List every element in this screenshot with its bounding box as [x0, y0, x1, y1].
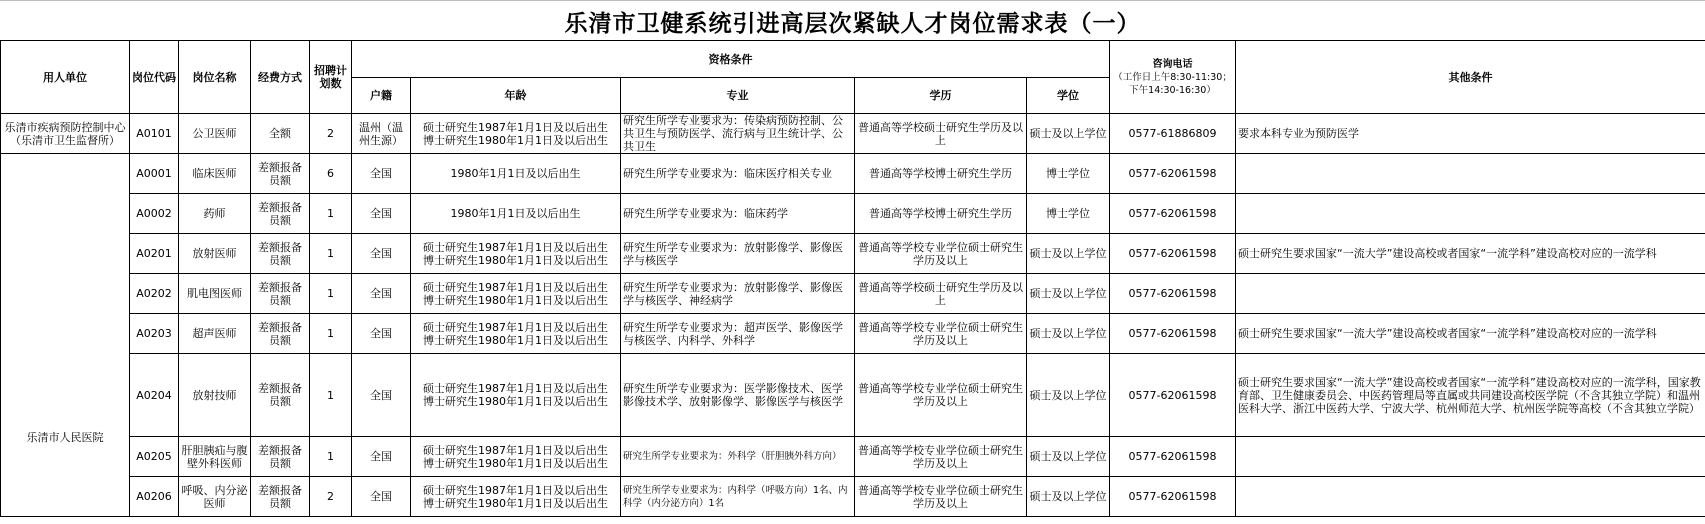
code-cell: A0204	[130, 354, 179, 437]
degree-cell: 硕士及以上学位	[1027, 437, 1110, 477]
phone-cell: 0577-62061598	[1110, 477, 1236, 517]
quota-cell: 2	[310, 114, 352, 154]
quota-cell: 1	[310, 234, 352, 274]
age-cell: 硕士研究生1987年1月1日及以后出生 博士研究生1980年1月1日及以后出生	[411, 274, 621, 314]
other-cell: 硕士研究生要求国家“一流大学”建设高校或者国家“一流学科”建设高校对应的一流学科	[1236, 234, 1705, 274]
phone-cell: 0577-62061598	[1110, 314, 1236, 354]
position-cell: 药师	[179, 194, 251, 234]
table-row	[1, 354, 1705, 437]
age-cell: 硕士研究生1987年1月1日及以后出生 博士研究生1980年1月1日及以后出生	[411, 354, 621, 437]
phone-cell: 0577-62061598	[1110, 234, 1236, 274]
degree-cell: 博士学位	[1027, 194, 1110, 234]
other-cell	[1236, 437, 1705, 477]
header-contact-title: 咨询电话	[1152, 58, 1193, 70]
quota-cell: 1	[310, 314, 352, 354]
header-quota: 招聘计划数	[310, 41, 352, 114]
education-cell: 普通高等学校专业学位硕士研究生学历及以上	[855, 477, 1027, 517]
quota-cell: 2	[310, 477, 352, 517]
other-cell	[1236, 194, 1705, 234]
age-cell: 硕士研究生1987年1月1日及以后出生 博士研究生1980年1月1日及以后出生	[411, 314, 621, 354]
header-contact	[1110, 41, 1236, 114]
header-degree: 学位	[1027, 78, 1110, 114]
hukou-cell: 全国	[352, 314, 411, 354]
phone-cell: 0577-62061598	[1110, 274, 1236, 314]
header-name: 岗位名称	[179, 41, 251, 114]
hukou-cell: 温州（温州生源）	[352, 114, 411, 154]
header-contact-hours: （工作日上午8:30-11:30；下午14:30-16:30）	[1113, 71, 1232, 96]
degree-cell: 博士学位	[1027, 154, 1110, 194]
header-unit: 用人单位	[1, 41, 130, 114]
hukou-cell: 全国	[352, 437, 411, 477]
major-cell: 研究生所学专业要求为：临床药学	[621, 194, 855, 234]
education-cell: 普通高等学校专业学位硕士研究生学历及以上	[855, 234, 1027, 274]
table-row	[1, 194, 1705, 234]
major-cell: 研究生所学专业要求为：放射影像学、影像医学与核医学、神经病学	[621, 274, 855, 314]
quota-cell: 1	[310, 194, 352, 234]
degree-cell: 硕士及以上学位	[1027, 234, 1110, 274]
other-cell	[1236, 477, 1705, 517]
age-cell: 硕士研究生1987年1月1日及以后出生 博士研究生1980年1月1日及以后出生	[411, 437, 621, 477]
age-cell: 硕士研究生1987年1月1日及以后出生 博士研究生1980年1月1日及以后出生	[411, 477, 621, 517]
position-cell: 放射医师	[179, 234, 251, 274]
table-row	[1, 234, 1705, 274]
position-cell: 临床医师	[179, 154, 251, 194]
phone-cell: 0577-62061598	[1110, 154, 1236, 194]
other-cell	[1236, 154, 1705, 194]
major-cell: 研究生所学专业要求为：超声医学、影像医学与核医学、内科学、外科学	[621, 314, 855, 354]
degree-cell: 硕士及以上学位	[1027, 274, 1110, 314]
position-cell: 肝胆胰疝与腹壁外科医师	[179, 437, 251, 477]
age-cell: 1980年1月1日及以后出生	[411, 194, 621, 234]
funding-cell: 差额报备员额	[251, 314, 310, 354]
hukou-cell: 全国	[352, 234, 411, 274]
funding-cell: 差额报备员额	[251, 154, 310, 194]
position-cell: 放射技师	[179, 354, 251, 437]
table-row	[1, 114, 1705, 154]
header-code: 岗位代码	[130, 41, 179, 114]
other-cell: 硕士研究生要求国家“一流大学”建设高校或者国家“一流学科”建设高校对应的一流学科，国家教育部、卫生健康委员会、中医药管理局等直属或共同建设高校医学院（不含其独立学院）和温州医科大学、浙江中医药大学、宁波大学、杭州师范大学、杭州医学院等高校（不含其独立学院）	[1236, 354, 1705, 437]
other-cell: 硕士研究生要求国家“一流大学”建设高校或者国家“一流学科”建设高校对应的一流学科	[1236, 314, 1705, 354]
hukou-cell: 全国	[352, 477, 411, 517]
table-row	[1, 274, 1705, 314]
code-cell: A0101	[130, 114, 179, 154]
hukou-cell: 全国	[352, 274, 411, 314]
age-cell: 硕士研究生1987年1月1日及以后出生 博士研究生1980年1月1日及以后出生	[411, 234, 621, 274]
hukou-cell: 全国	[352, 194, 411, 234]
major-text: 研究生所学专业要求为：传染病预防控制、公共卫生与预防医学、流行病与卫生统计学、公共卫生	[623, 114, 843, 153]
phone-cell: 0577-61886809	[1110, 114, 1236, 154]
age-cell: 硕士研究生1987年1月1日及以后出生 博士研究生1980年1月1日及以后出生	[411, 114, 621, 154]
education-cell: 普通高等学校博士研究生学历	[855, 154, 1027, 194]
header-other: 其他条件	[1236, 41, 1705, 114]
quota-cell: 1	[310, 354, 352, 437]
table-row	[1, 154, 1705, 194]
funding-cell: 差额报备员额	[251, 354, 310, 437]
phone-cell: 0577-62061598	[1110, 354, 1236, 437]
degree-cell: 硕士及以上学位	[1027, 477, 1110, 517]
hukou-cell: 全国	[352, 154, 411, 194]
quota-cell: 1	[310, 437, 352, 477]
education-cell: 普通高等学校专业学位硕士研究生学历及以上	[855, 437, 1027, 477]
funding-cell: 全额	[251, 114, 310, 154]
code-cell: A0002	[130, 194, 179, 234]
age-cell: 1980年1月1日及以后出生	[411, 154, 621, 194]
code-cell: A0203	[130, 314, 179, 354]
header-qualification: 资格条件	[352, 41, 1110, 78]
code-cell: A0205	[130, 437, 179, 477]
position-cell: 公卫医师	[179, 114, 251, 154]
quota-cell: 6	[310, 154, 352, 194]
major-cell	[621, 114, 855, 154]
major-cell: 研究生所学专业要求为：放射影像学、影像医学与核医学	[621, 234, 855, 274]
education-cell: 普通高等学校专业学位硕士研究生学历及以上	[855, 354, 1027, 437]
major-cell: 研究生所学专业要求为：外科学（肝胆胰外科方向）	[621, 437, 855, 477]
quota-cell: 1	[310, 274, 352, 314]
hukou-cell: 全国	[352, 354, 411, 437]
unit-cell	[1, 154, 130, 517]
table-row	[1, 477, 1705, 517]
funding-cell: 差额报备员额	[251, 194, 310, 234]
job-requirements-table	[0, 40, 1705, 517]
other-cell: 要求本科专业为预防医学	[1236, 114, 1705, 154]
major-cell: 研究生所学专业要求为：内科学（呼吸方向）1名、内科学（内分泌方向）1名	[621, 477, 855, 517]
major-cell: 研究生所学专业要求为：医学影像技术、医学影像技术学、放射影像学、影像医学与核医学	[621, 354, 855, 437]
unit-hospital-label: 乐清市人民医院	[26, 431, 104, 444]
funding-cell: 差额报备员额	[251, 437, 310, 477]
position-cell: 呼吸、内分泌医师	[179, 477, 251, 517]
table-row	[1, 314, 1705, 354]
code-cell: A0001	[130, 154, 179, 194]
phone-cell: 0577-62061598	[1110, 437, 1236, 477]
funding-cell: 差额报备员额	[251, 477, 310, 517]
phone-cell: 0577-62061598	[1110, 194, 1236, 234]
education-cell: 普通高等学校硕士研究生学历及以上	[855, 274, 1027, 314]
header-hukou: 户籍	[352, 78, 411, 114]
position-cell: 肌电图医师	[179, 274, 251, 314]
header-age: 年龄	[411, 78, 621, 114]
header-funding: 经费方式	[251, 41, 310, 114]
education-cell: 普通高等学校专业学位硕士研究生学历及以上	[855, 314, 1027, 354]
funding-cell: 差额报备员额	[251, 234, 310, 274]
position-cell: 超声医师	[179, 314, 251, 354]
major-cell: 研究生所学专业要求为：临床医疗相关专业	[621, 154, 855, 194]
table-row	[1, 437, 1705, 477]
unit-cell: 乐清市疾病预防控制中心（乐清市卫生监督所）	[1, 114, 130, 154]
code-cell: A0206	[130, 477, 179, 517]
degree-cell: 硕士及以上学位	[1027, 114, 1110, 154]
header-major: 专业	[621, 78, 855, 114]
page-title: 乐清市卫健系统引进高层次紧缺人才岗位需求表（一）	[0, 0, 1705, 41]
education-cell: 普通高等学校博士研究生学历	[855, 194, 1027, 234]
code-cell: A0202	[130, 274, 179, 314]
other-cell	[1236, 274, 1705, 314]
code-cell: A0201	[130, 234, 179, 274]
funding-cell: 差额报备员额	[251, 274, 310, 314]
header-education: 学历	[855, 78, 1027, 114]
degree-cell: 硕士及以上学位	[1027, 354, 1110, 437]
degree-cell: 硕士及以上学位	[1027, 314, 1110, 354]
education-cell: 普通高等学校硕士研究生学历及以上	[855, 114, 1027, 154]
